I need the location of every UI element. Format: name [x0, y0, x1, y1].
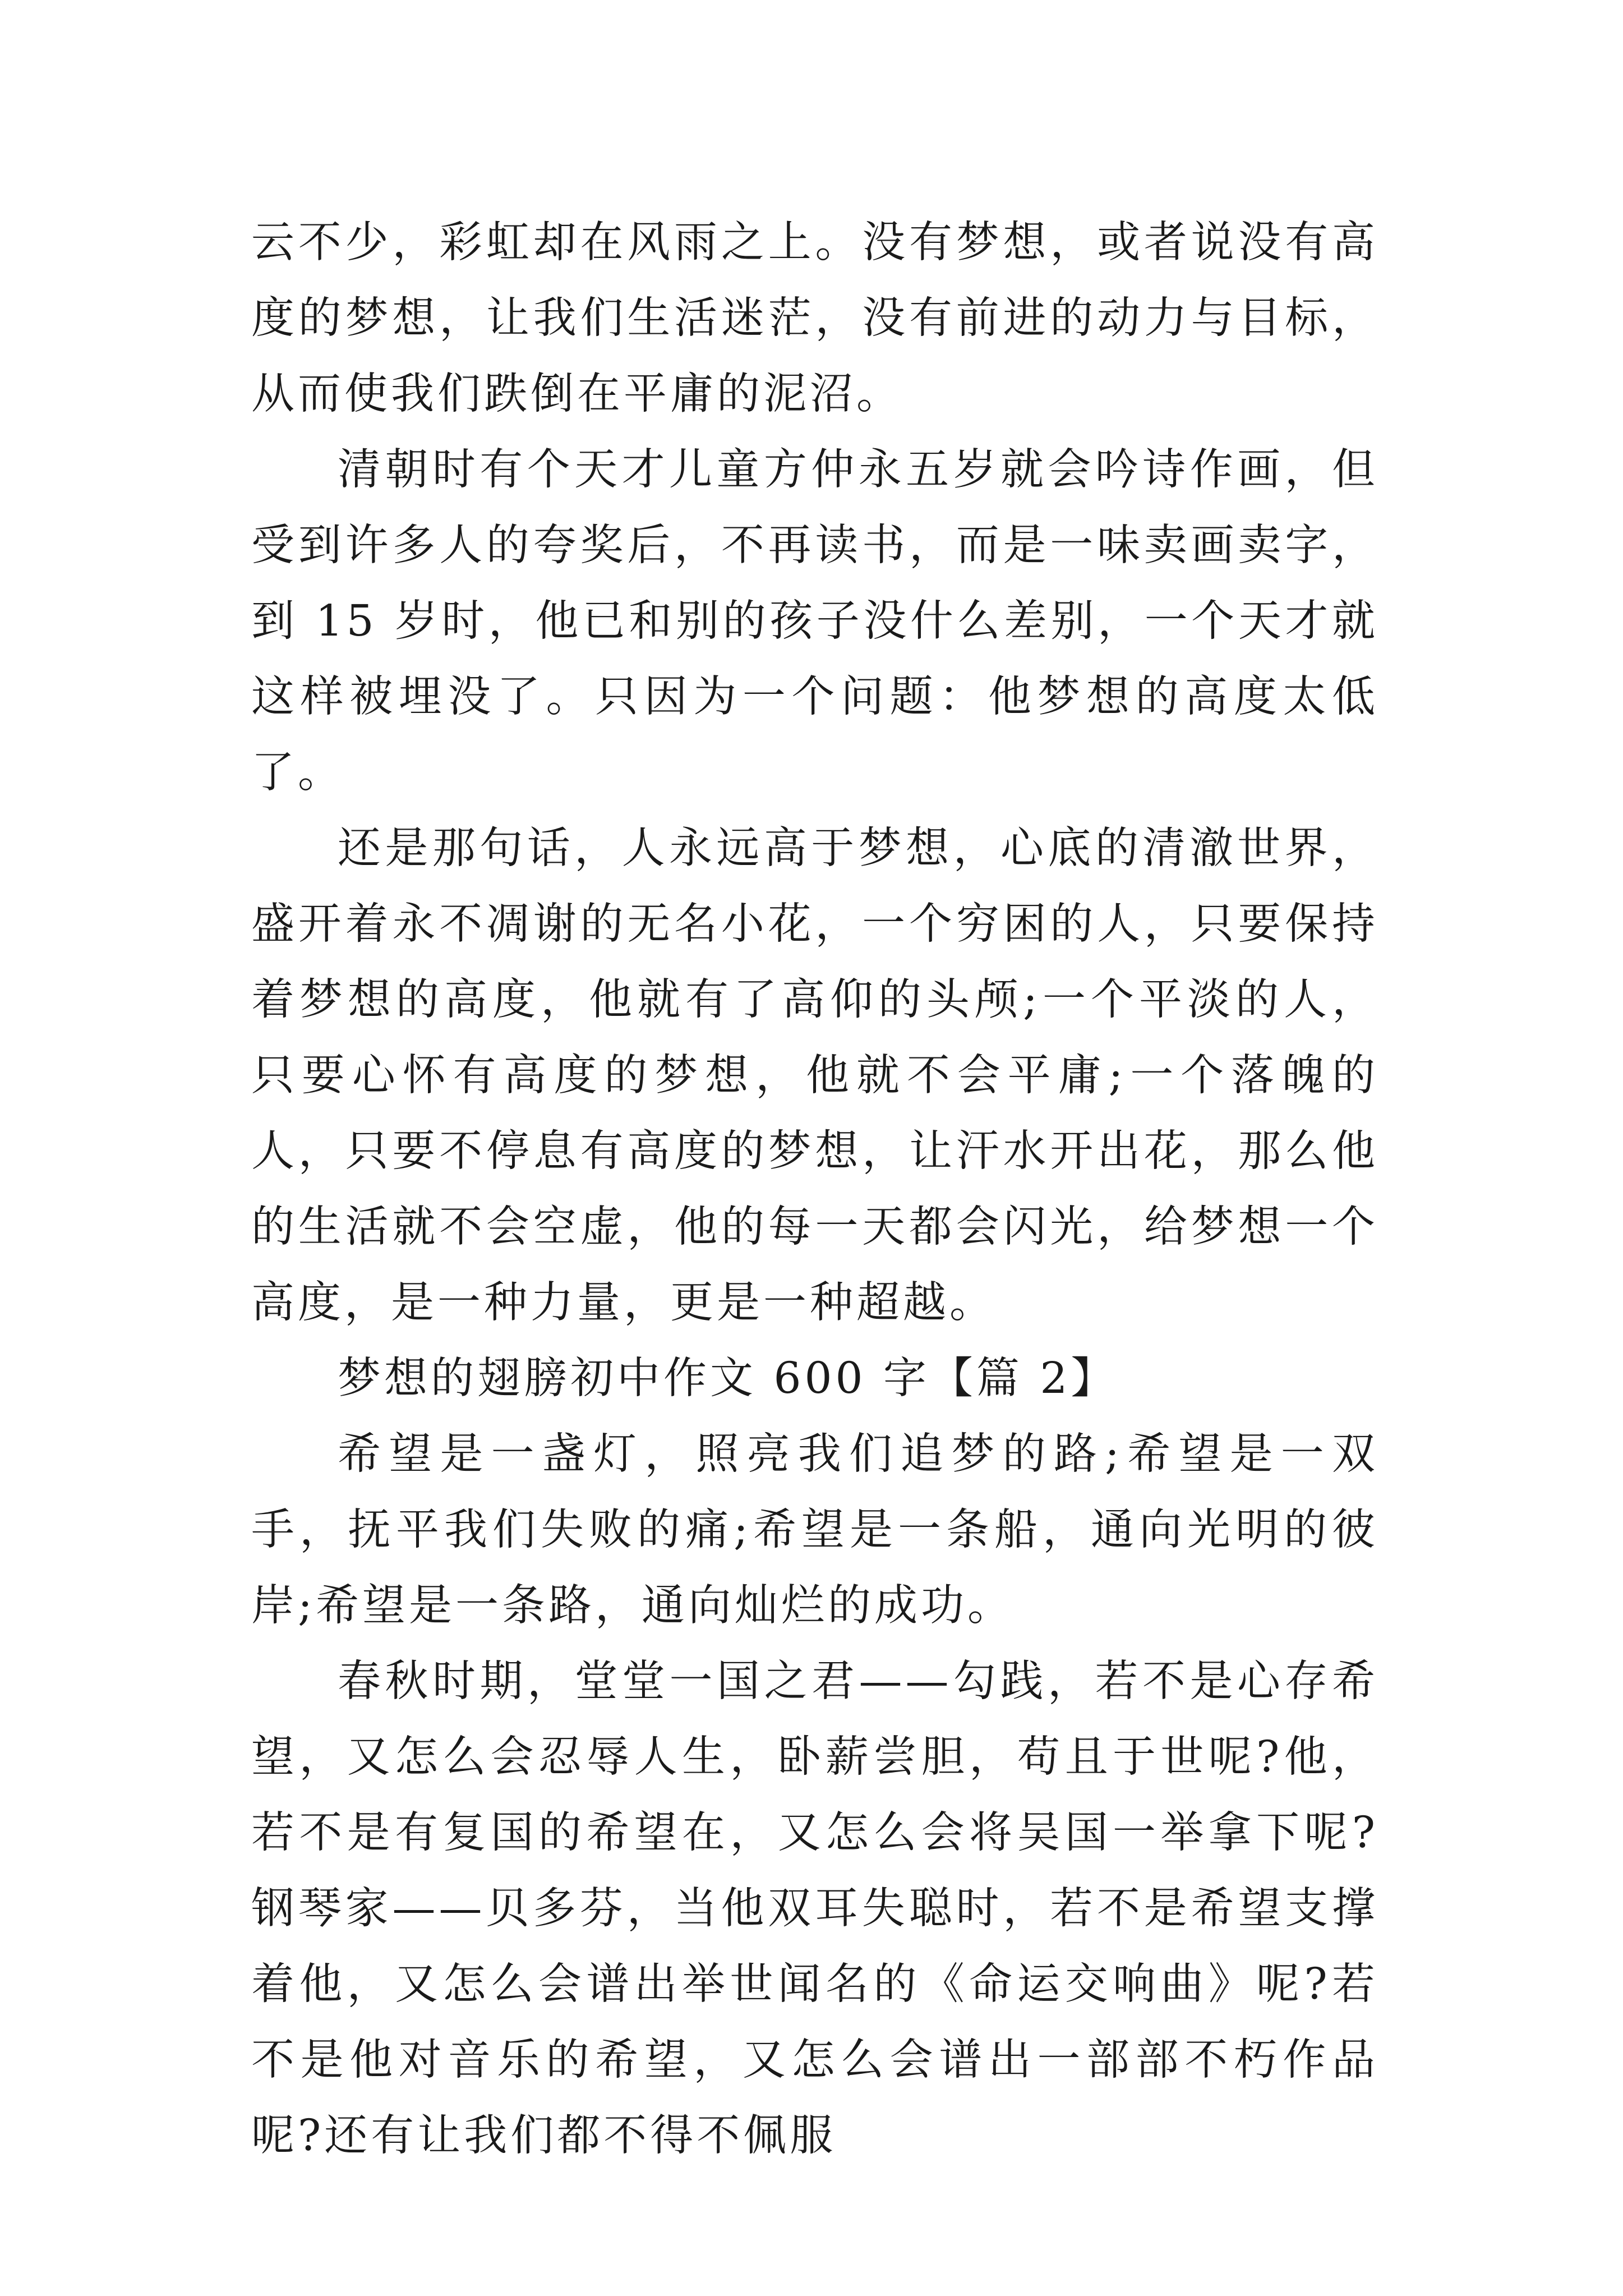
essay-title-part-2: 梦想的翅膀初中作文 600 字【篇 2】: [338, 1354, 1118, 1404]
paragraph-hope-metaphors: 希望是一盏灯，照亮我们追梦的路;希望是一双手，抚平我们失败的痛;希望是一条船，通向光明的彼岸;希望是一条路，通向灿烂的成功。: [251, 1429, 1378, 1631]
essay-body: [251, 205, 1378, 2174]
paragraph-fang-zhongyong: 清朝时有个天才儿童方仲永五岁就会吟诗作画，但受到许多人的夸奖后，不再读书，而是一味卖画卖字，到 15 岁时，他已和别的孩子没什么差别，一个天才就这样被埋没了。只因为一个问题：他梦想的高度太低了。: [251, 445, 1378, 798]
paragraph-examples: 春秋时期，堂堂一国之君——勾践，若不是心存希望，又怎么会忍辱人生，卧薪尝胆，苟且于世呢?他，若不是有复国的希望在，又怎么会将吴国一举拿下呢?钢琴家——贝多芬，当他双耳失聪时，若不是希望支撑着他，又怎么会谱出举世闻名的《命运交响曲》呢?若不是他对音乐的希望，又怎么会谱出一部部不朽作品呢?还有让我们都不得不佩服: [251, 1657, 1378, 2161]
paragraph-conclusion: 还是那句话，人永远高于梦想，心底的清澈世界，盛开着永不凋谢的无名小花，一个穷困的人，只要保持着梦想的高度，他就有了高仰的头颅;一个平淡的人，只要心怀有高度的梦想，他就不会平庸;一个落魄的人，只要不停息有高度的梦想，让汗水开出花，那么他的生活就不会空虚，他的每一天都会闪光，给梦想一个高度，是一种力量，更是一种超越。: [251, 823, 1378, 1328]
paragraph-continued: 云不少，彩虹却在风雨之上。没有梦想，或者说没有高度的梦想，让我们生活迷茫，没有前进的动力与目标，从而使我们跌倒在平庸的泥沼。: [251, 218, 1378, 419]
